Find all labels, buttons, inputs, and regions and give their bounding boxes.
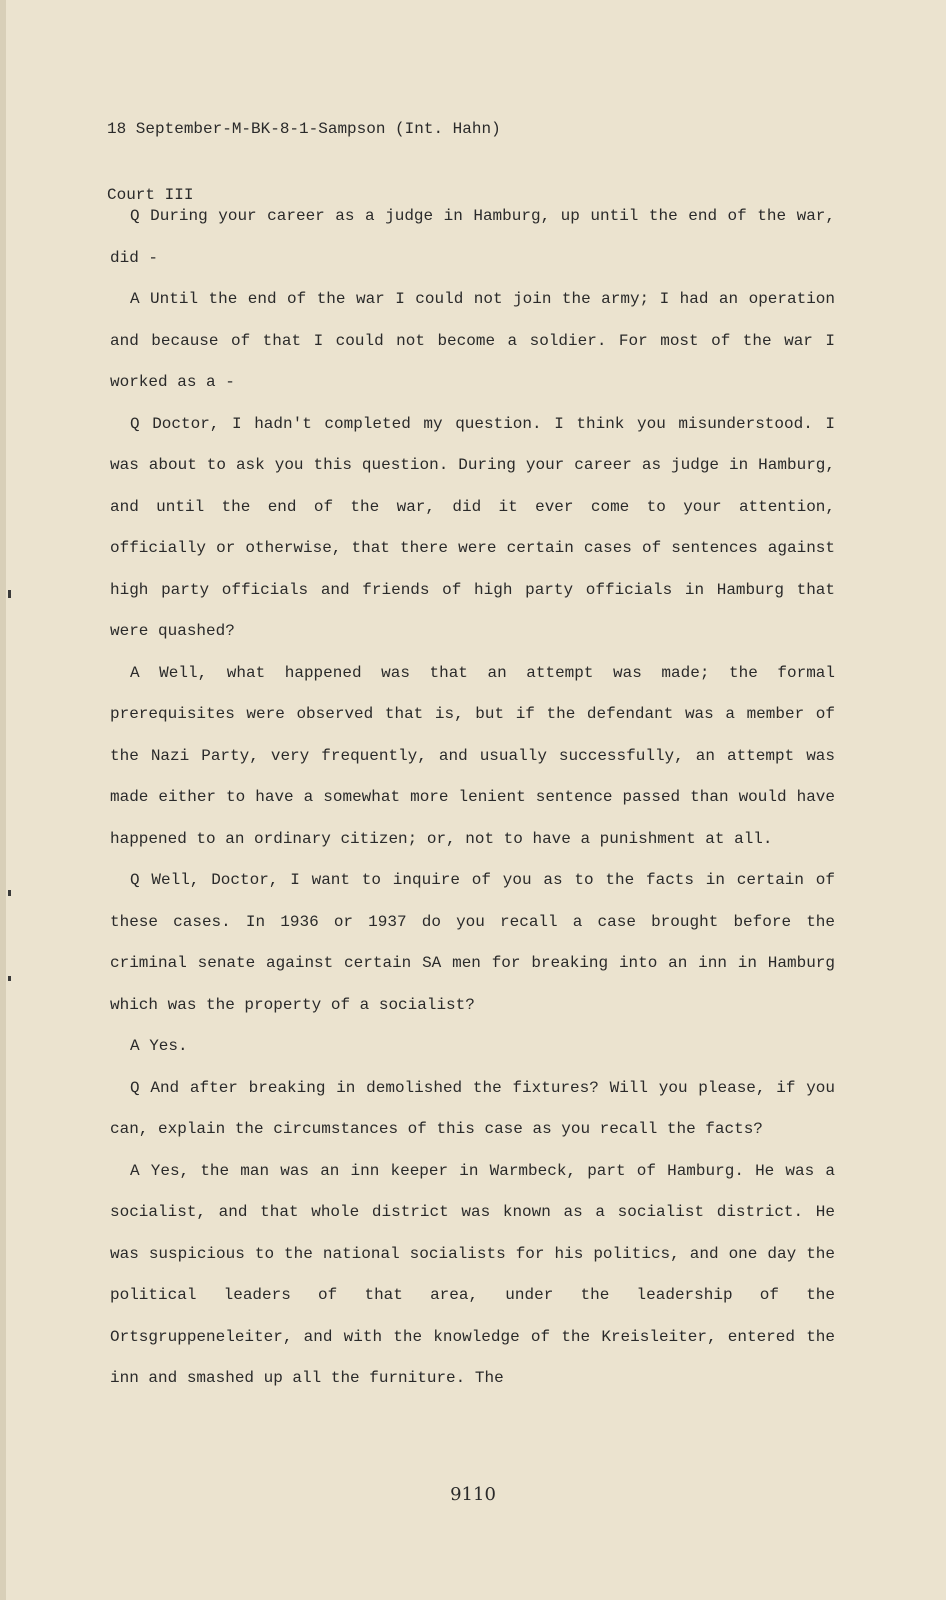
margin-mark bbox=[8, 890, 11, 896]
paragraph-answer: A Yes, the man was an inn keeper in Warmbeck, part of Hamburg. He was a socialist, and that whole district was known as a socialist district. He was suspicious to the national socialists for his politics, and one day the political leaders of that area, under the leadership of the Ortsgruppeneleiter, and with the knowledge of the Kreisleiter, entered the inn and smashed up all the furniture. The bbox=[110, 1161, 835, 1387]
header-line-1: 18 September-M-BK-8-1-Sampson (Int. Hahn) bbox=[107, 120, 501, 138]
paragraph-answer: A Yes. bbox=[130, 1037, 188, 1055]
header-line-2: Court III bbox=[107, 186, 194, 204]
page-edge bbox=[0, 0, 6, 1600]
paragraph-answer: A Well, what happened was that an attempt was made; the formal prerequisites were observed that is, but if the defendant was a member of the Nazi Party, very frequently, and usually successfully, an attempt was made either to have a somewhat more lenient sentence passed than would have happened to an ordinary citizen; or, not to have a punishment at all. bbox=[110, 663, 835, 848]
paragraph-answer: A Until the end of the war I could not join the army; I had an operation and because of that I could not become a soldier. For most of the war I worked as a - bbox=[110, 290, 835, 391]
paragraph-question: Q And after breaking in demolished the fixtures? Will you please, if you can, explain the circumstances of this case as you recall the facts? bbox=[110, 1078, 835, 1138]
page-number: 9110 bbox=[450, 1484, 496, 1505]
margin-mark bbox=[8, 590, 11, 598]
margin-mark bbox=[8, 976, 11, 981]
paragraph-question: Q Well, Doctor, I want to inquire of you as to the facts in certain of these cases. In 1936 or 1937 do you recall a case brought before the criminal senate against certain SA men for breaking into an inn in Hamburg which was the property of a socialist? bbox=[110, 871, 835, 1014]
paragraph-question: Q During your career as a judge in Hamburg, up until the end of the war, did - bbox=[110, 207, 835, 267]
transcript-body bbox=[110, 196, 835, 1400]
paragraph-question: Q Doctor, I hadn't completed my question. I think you misunderstood. I was about to ask you this question. During your career as judge in Hamburg, and until the end of the war, did it ever come to your attention, officially or otherwise, that there were certain cases of sentences against high party officials and friends of high party officials in Hamburg that were quashed? bbox=[110, 414, 835, 640]
